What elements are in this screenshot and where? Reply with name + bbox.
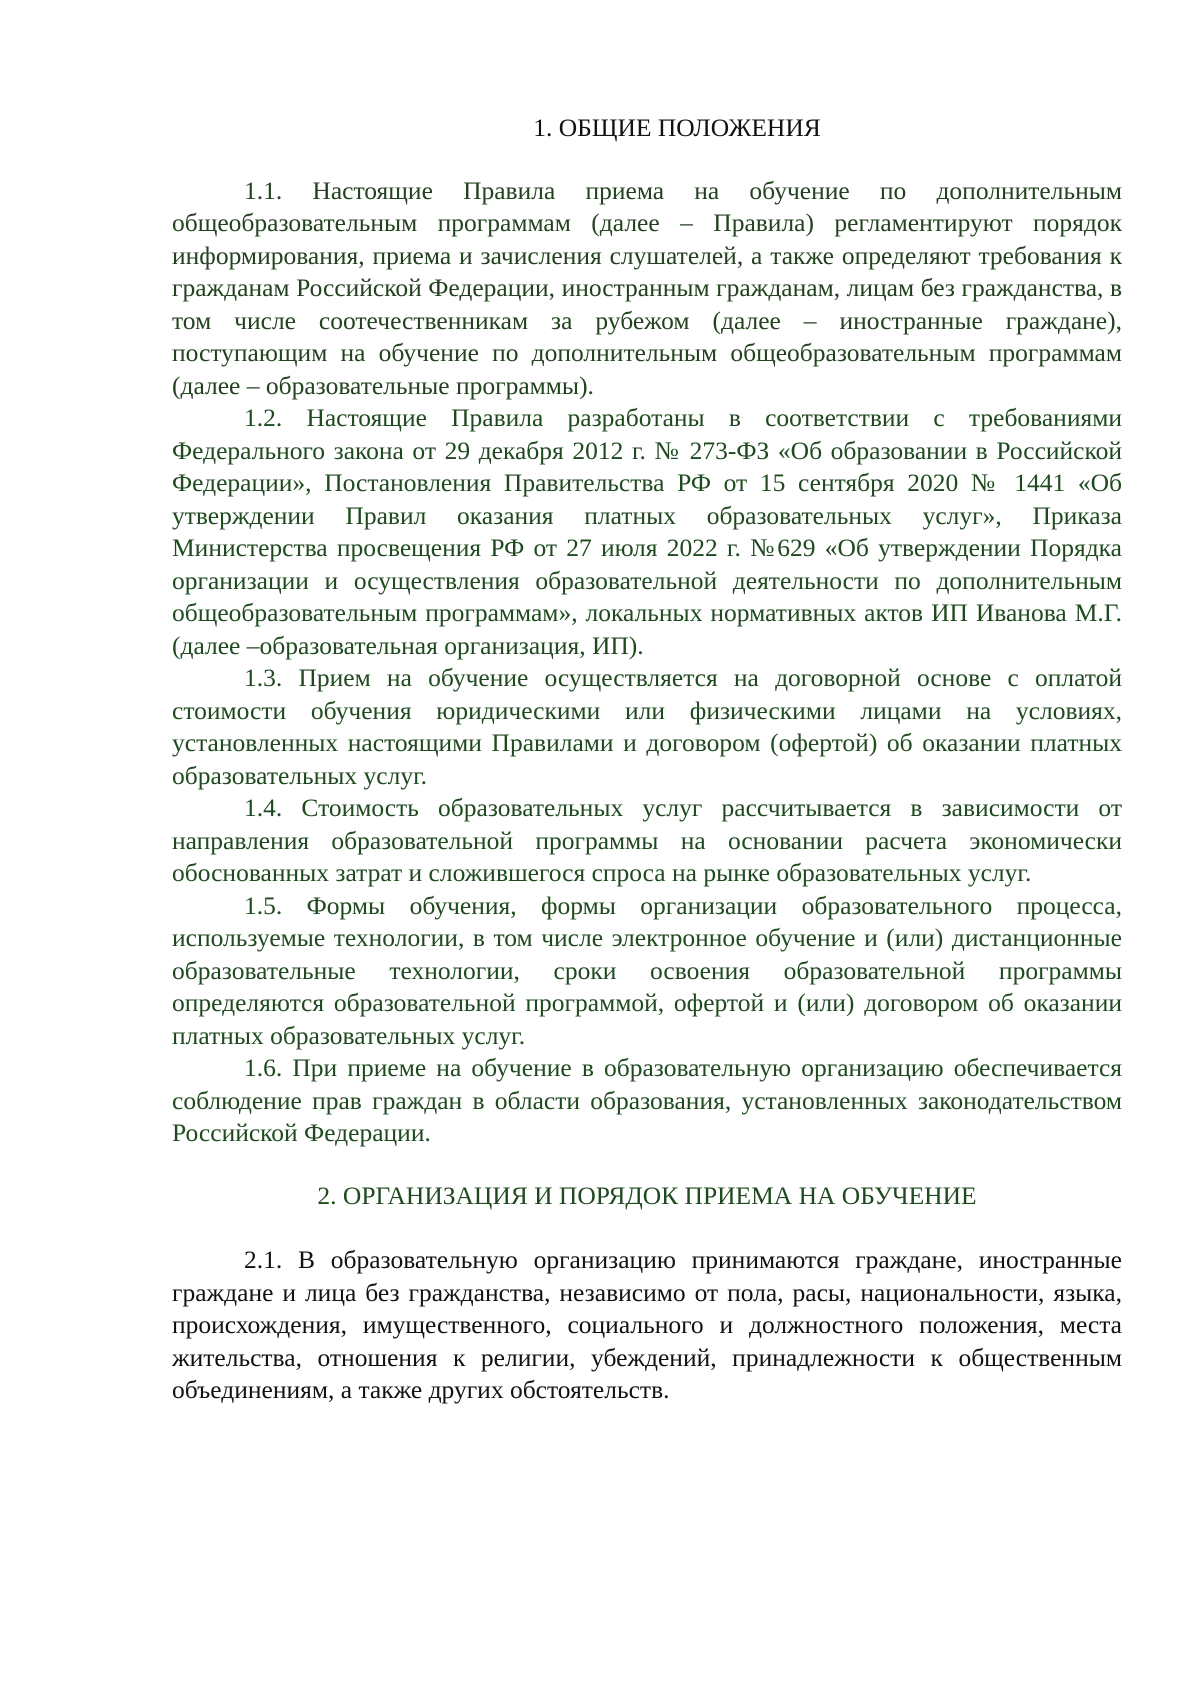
paragraph-1-4: 1.4. Стоимость образовательных услуг рассчитывается в зависимости от направления образовательной программы на основании расчета экономически обоснованных затрат и сложившегося спроса на рынке образовательных услуг. — [172, 793, 1122, 887]
paragraph-1-5: 1.5. Формы обучения, формы организации образовательного процесса, используемые технологии, в том числе электронное обучение и (или) дистанционные образовательные технологии, сроки освоения образовательной программы определяются образовательной программой, офертой и (или) договором об оказании платных образовательных услуг. — [172, 890, 1122, 1050]
document-page — [172, 112, 1122, 1407]
paragraph-1-3: 1.3. Прием на обучение осуществляется на договорной основе с оплатой стоимости обучения юридическими или физическими лицами на условиях, установленных настоящими Правилами и договором (офертой) об оказании платных образовательных услуг. — [172, 663, 1122, 790]
paragraph-1-2: 1.2. Настоящие Правила разработаны в соответствии с требованиями Федерального закона от 29 декабря 2012 г. № 273-ФЗ «Об образовании в Российской Федерации», Постановления Правительства РФ от 15 сентября 2020 № 1441 «Об утверждении Правил оказания платных образовательных услуг», Приказа Министерства просвещения РФ от 27 июля 2022 г. №629 «Об утверждении Порядка организации и осуществления образовательной деятельности по дополнительным общеобразовательным программам», локальных нормативных актов ИП Иванова М.Г. (далее –образовательная организация, ИП). — [172, 403, 1122, 660]
paragraph-1-6: 1.6. При приеме на обучение в образовательную организацию обеспечивается соблюдение прав граждан в области образования, установленных законодательством Российской Федерации. — [172, 1053, 1122, 1147]
section-2-heading: 2. ОРГАНИЗАЦИЯ И ПОРЯДОК ПРИЕМА НА ОБУЧЕНИЕ — [317, 1180, 977, 1210]
paragraph-1-1: 1.1. Настоящие Правила приема на обучение по дополнительным общеобразовательным программам (далее – Правила) регламентируют порядок информирования, приема и зачисления слушателей, а также определяют требования к гражданам Российской Федерации, иностранным гражданам, лицам без гражданства, в том числе соотечественникам за рубежом (далее – иностранные граждане), поступающим на обучение по дополнительным общеобразовательным программам (далее – образовательные программы). — [172, 175, 1122, 400]
paragraph-2-1: 2.1. В образовательную организацию принимаются граждане, иностранные граждане и лица без гражданства, независимо от пола, расы, национальности, языка, происхождения, имущественного, социального и должностного положения, места жительства, отношения к религии, убеждений, принадлежности к общественным объединениям, а также других обстоятельств. — [172, 1245, 1122, 1404]
section-1-heading: 1. ОБЩИЕ ПОЛОЖЕНИЯ — [533, 113, 821, 142]
